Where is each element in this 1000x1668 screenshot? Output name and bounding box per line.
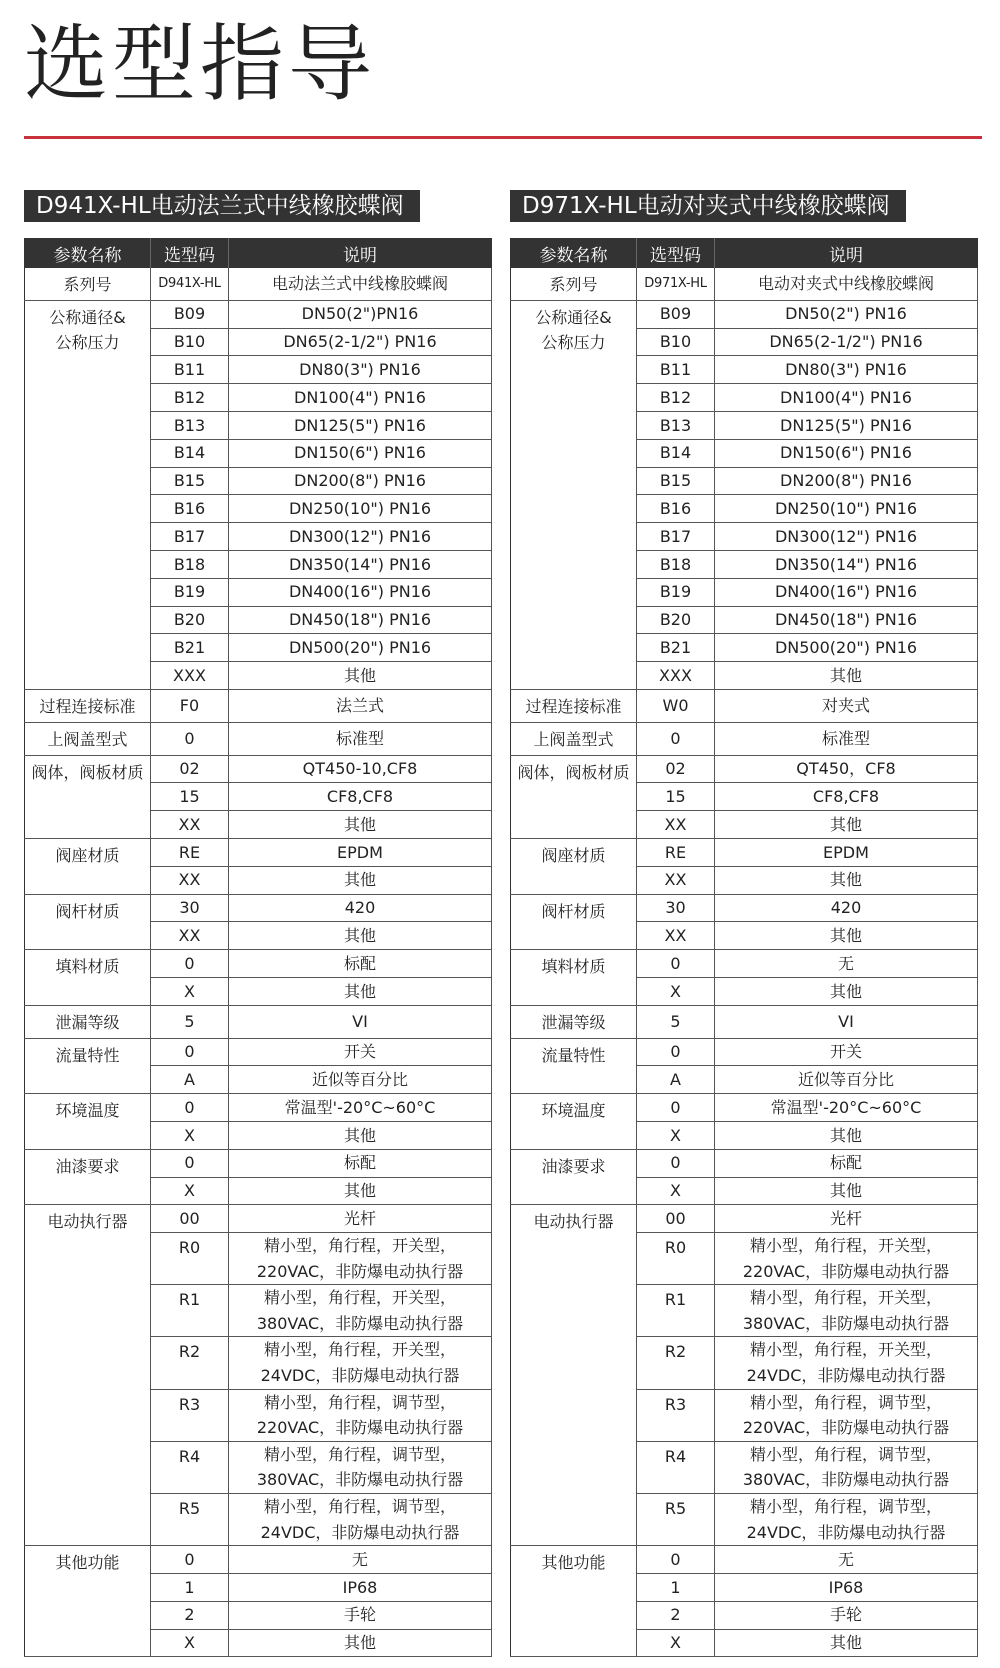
table-row xyxy=(25,755,492,783)
table-row xyxy=(511,1205,978,1233)
description-cell: 无 xyxy=(715,950,978,978)
code-cell: R5 xyxy=(151,1494,229,1546)
description-cell: QT450-10,CF8 xyxy=(229,755,492,783)
code-cell: 30 xyxy=(151,894,229,922)
param-name-cell: 过程连接标准 xyxy=(25,689,151,722)
code-cell: R1 xyxy=(151,1285,229,1337)
code-cell: B19 xyxy=(151,578,229,606)
param-name-cell: 泄漏等级 xyxy=(25,1005,151,1038)
code-cell: A xyxy=(637,1066,715,1094)
code-cell: W0 xyxy=(637,689,715,722)
code-cell: B19 xyxy=(637,578,715,606)
description-cell: 对夹式 xyxy=(715,689,978,722)
param-name-cell: 环境温度 xyxy=(511,1094,637,1150)
column-header-param: 参数名称 xyxy=(25,239,151,269)
table-row xyxy=(25,1205,492,1233)
code-cell: 0 xyxy=(151,950,229,978)
code-cell: R0 xyxy=(151,1233,229,1285)
code-cell: B10 xyxy=(637,328,715,356)
code-cell: 00 xyxy=(151,1205,229,1233)
column-header-desc: 说明 xyxy=(715,239,978,269)
code-cell: B11 xyxy=(637,356,715,384)
code-cell: B18 xyxy=(151,550,229,578)
code-cell: B17 xyxy=(151,523,229,551)
description-cell: CF8,CF8 xyxy=(229,783,492,811)
code-cell: RE xyxy=(151,838,229,866)
description-cell: 其他 xyxy=(229,1121,492,1149)
code-cell: D941X-HL xyxy=(151,268,229,300)
table-row xyxy=(511,300,978,328)
description-cell: DN100(4") PN16 xyxy=(229,384,492,412)
code-cell: 0 xyxy=(151,1546,229,1574)
code-cell: R1 xyxy=(637,1285,715,1337)
code-cell: 0 xyxy=(637,1546,715,1574)
description-cell: 开关 xyxy=(229,1038,492,1066)
description-cell: 常温型'-20°C~60°C xyxy=(229,1094,492,1122)
code-cell: XXX xyxy=(637,662,715,690)
table-row xyxy=(25,300,492,328)
title-divider xyxy=(24,136,982,139)
code-cell: 15 xyxy=(637,783,715,811)
code-cell: XX xyxy=(637,866,715,894)
code-cell: B16 xyxy=(151,495,229,523)
description-cell: DN125(5") PN16 xyxy=(229,411,492,439)
description-cell: 精小型，角行程，调节型， 380VAC，非防爆电动执行器 xyxy=(229,1441,492,1493)
param-name-cell: 上阀盖型式 xyxy=(511,722,637,755)
code-cell: B18 xyxy=(637,550,715,578)
description-cell: DN500(20") PN16 xyxy=(715,634,978,662)
table-row xyxy=(511,722,978,755)
description-cell: 其他 xyxy=(229,922,492,950)
description-cell: 标配 xyxy=(229,1149,492,1177)
table-header-row xyxy=(25,239,492,269)
param-name-cell: 阀杆材质 xyxy=(25,894,151,950)
code-cell: R2 xyxy=(151,1337,229,1389)
table-row xyxy=(511,1038,978,1066)
code-cell: 0 xyxy=(637,722,715,755)
description-cell: DN100(4") PN16 xyxy=(715,384,978,412)
column-header-param: 参数名称 xyxy=(511,239,637,269)
param-name-cell: 油漆要求 xyxy=(25,1149,151,1205)
table-row xyxy=(511,689,978,722)
param-name-cell: 电动执行器 xyxy=(511,1205,637,1546)
description-cell: DN300(12") PN16 xyxy=(715,523,978,551)
code-cell: B21 xyxy=(637,634,715,662)
description-cell: 其他 xyxy=(229,977,492,1005)
param-name-cell: 流量特性 xyxy=(511,1038,637,1094)
param-name-cell: 系列号 xyxy=(511,268,637,300)
code-cell: X xyxy=(151,977,229,1005)
description-cell: 精小型，角行程，调节型， 24VDC，非防爆电动执行器 xyxy=(715,1494,978,1546)
description-cell: 标配 xyxy=(229,950,492,978)
description-cell: 精小型，角行程，调节型， 220VAC，非防爆电动执行器 xyxy=(715,1389,978,1441)
param-name-cell: 公称通径& 公称压力 xyxy=(511,300,637,689)
description-cell: IP68 xyxy=(229,1574,492,1602)
code-cell: 2 xyxy=(151,1601,229,1629)
description-cell: 其他 xyxy=(715,662,978,690)
code-cell: R3 xyxy=(151,1389,229,1441)
description-cell: DN400(16") PN16 xyxy=(715,578,978,606)
code-cell: B09 xyxy=(151,300,229,328)
code-cell: X xyxy=(637,977,715,1005)
param-name-cell: 其他功能 xyxy=(511,1546,637,1657)
table-row xyxy=(511,268,978,300)
description-cell: DN350(14") PN16 xyxy=(229,550,492,578)
code-cell: 0 xyxy=(637,950,715,978)
code-cell: X xyxy=(151,1177,229,1205)
description-cell: DN250(10") PN16 xyxy=(715,495,978,523)
code-cell: R0 xyxy=(637,1233,715,1285)
description-cell: IP68 xyxy=(715,1574,978,1602)
code-cell: R4 xyxy=(151,1441,229,1493)
param-name-cell: 阀座材质 xyxy=(25,838,151,894)
description-cell: DN65(2-1/2") PN16 xyxy=(715,328,978,356)
code-cell: F0 xyxy=(151,689,229,722)
code-cell: 0 xyxy=(151,1149,229,1177)
description-cell: 光杆 xyxy=(715,1205,978,1233)
code-cell: 0 xyxy=(151,722,229,755)
table-heading: D971X-HL电动对夹式中线橡胶蝶阀 xyxy=(510,190,906,222)
description-cell: DN125(5") PN16 xyxy=(715,411,978,439)
code-cell: B17 xyxy=(637,523,715,551)
description-cell: 精小型，角行程，调节型， 24VDC，非防爆电动执行器 xyxy=(229,1494,492,1546)
description-cell: 开关 xyxy=(715,1038,978,1066)
selection-table xyxy=(510,238,978,1657)
description-cell: QT450，CF8 xyxy=(715,755,978,783)
description-cell: DN300(12") PN16 xyxy=(229,523,492,551)
description-cell: 无 xyxy=(229,1546,492,1574)
table-row xyxy=(511,1546,978,1574)
description-cell: 其他 xyxy=(715,811,978,839)
description-cell: DN80(3") PN16 xyxy=(229,356,492,384)
code-cell: X xyxy=(637,1177,715,1205)
description-cell: 其他 xyxy=(229,1177,492,1205)
code-cell: X xyxy=(151,1629,229,1657)
description-cell: DN150(6") PN16 xyxy=(715,439,978,467)
code-cell: 0 xyxy=(637,1038,715,1066)
code-cell: B13 xyxy=(637,411,715,439)
table-row xyxy=(25,894,492,922)
code-cell: 2 xyxy=(637,1601,715,1629)
table-header-row xyxy=(511,239,978,269)
code-cell: 1 xyxy=(637,1574,715,1602)
code-cell: B12 xyxy=(637,384,715,412)
description-cell: 标准型 xyxy=(229,722,492,755)
description-cell: 精小型，角行程，调节型， 380VAC，非防爆电动执行器 xyxy=(715,1441,978,1493)
table-row xyxy=(511,950,978,978)
code-cell: 0 xyxy=(151,1038,229,1066)
code-cell: B11 xyxy=(151,356,229,384)
code-cell: R4 xyxy=(637,1441,715,1493)
table-row xyxy=(25,1149,492,1177)
description-cell: 其他 xyxy=(715,1177,978,1205)
description-cell: DN450(18") PN16 xyxy=(229,606,492,634)
description-cell: 其他 xyxy=(229,811,492,839)
code-cell: XX xyxy=(151,866,229,894)
table-row xyxy=(511,1005,978,1038)
description-cell: 标配 xyxy=(715,1149,978,1177)
description-cell: 精小型，角行程，开关型， 24VDC，非防爆电动执行器 xyxy=(229,1337,492,1389)
description-cell: EPDM xyxy=(715,838,978,866)
table-row xyxy=(25,1005,492,1038)
description-cell: 其他 xyxy=(229,662,492,690)
description-cell: VI xyxy=(229,1005,492,1038)
param-name-cell: 填料材质 xyxy=(511,950,637,1006)
param-name-cell: 填料材质 xyxy=(25,950,151,1006)
description-cell: 精小型，角行程，开关型， 220VAC，非防爆电动执行器 xyxy=(715,1233,978,1285)
code-cell: RE xyxy=(637,838,715,866)
code-cell: B16 xyxy=(637,495,715,523)
description-cell: DN250(10") PN16 xyxy=(229,495,492,523)
code-cell: 0 xyxy=(637,1094,715,1122)
param-name-cell: 上阀盖型式 xyxy=(25,722,151,755)
description-cell: 其他 xyxy=(715,866,978,894)
description-cell: 标准型 xyxy=(715,722,978,755)
code-cell: B20 xyxy=(637,606,715,634)
code-cell: R5 xyxy=(637,1494,715,1546)
code-cell: B14 xyxy=(151,439,229,467)
code-cell: 5 xyxy=(151,1005,229,1038)
table-row xyxy=(511,1094,978,1122)
description-cell: 精小型，角行程，调节型， 220VAC，非防爆电动执行器 xyxy=(229,1389,492,1441)
code-cell: B21 xyxy=(151,634,229,662)
code-cell: 5 xyxy=(637,1005,715,1038)
code-cell: XX xyxy=(151,922,229,950)
description-cell: DN150(6") PN16 xyxy=(229,439,492,467)
code-cell: D971X-HL xyxy=(637,268,715,300)
column-header-code: 选型码 xyxy=(151,239,229,269)
code-cell: B15 xyxy=(151,467,229,495)
code-cell: 0 xyxy=(151,1094,229,1122)
description-cell: DN450(18") PN16 xyxy=(715,606,978,634)
code-cell: 15 xyxy=(151,783,229,811)
code-cell: B10 xyxy=(151,328,229,356)
description-cell: 常温型'-20°C~60°C xyxy=(715,1094,978,1122)
code-cell: B13 xyxy=(151,411,229,439)
description-cell: EPDM xyxy=(229,838,492,866)
table-row xyxy=(511,838,978,866)
description-cell: 手轮 xyxy=(229,1601,492,1629)
code-cell: R3 xyxy=(637,1389,715,1441)
code-cell: A xyxy=(151,1066,229,1094)
code-cell: R2 xyxy=(637,1337,715,1389)
code-cell: 1 xyxy=(151,1574,229,1602)
code-cell: XX xyxy=(637,811,715,839)
description-cell: 其他 xyxy=(715,977,978,1005)
param-name-cell: 泄漏等级 xyxy=(511,1005,637,1038)
table-heading: D941X-HL电动法兰式中线橡胶蝶阀 xyxy=(24,190,420,222)
table-row xyxy=(25,722,492,755)
code-cell: B15 xyxy=(637,467,715,495)
description-cell: DN400(16") PN16 xyxy=(229,578,492,606)
description-cell: 精小型，角行程，开关型， 380VAC，非防爆电动执行器 xyxy=(229,1285,492,1337)
description-cell: CF8,CF8 xyxy=(715,783,978,811)
description-cell: 其他 xyxy=(715,1629,978,1657)
description-cell: DN50(2")PN16 xyxy=(229,300,492,328)
code-cell: B12 xyxy=(151,384,229,412)
table-row xyxy=(25,689,492,722)
description-cell: 光杆 xyxy=(229,1205,492,1233)
code-cell: 02 xyxy=(637,755,715,783)
description-cell: 其他 xyxy=(715,1121,978,1149)
param-name-cell: 公称通径& 公称压力 xyxy=(25,300,151,689)
table-row xyxy=(25,838,492,866)
param-name-cell: 阀座材质 xyxy=(511,838,637,894)
description-cell: 近似等百分比 xyxy=(715,1066,978,1094)
param-name-cell: 阀杆材质 xyxy=(511,894,637,950)
code-cell: B09 xyxy=(637,300,715,328)
description-cell: 近似等百分比 xyxy=(229,1066,492,1094)
code-cell: X xyxy=(637,1629,715,1657)
code-cell: 00 xyxy=(637,1205,715,1233)
code-cell: XX xyxy=(151,811,229,839)
description-cell: DN50(2") PN16 xyxy=(715,300,978,328)
table-row xyxy=(25,268,492,300)
description-cell: 无 xyxy=(715,1546,978,1574)
param-name-cell: 油漆要求 xyxy=(511,1149,637,1205)
selection-table xyxy=(24,238,492,1657)
param-name-cell: 过程连接标准 xyxy=(511,689,637,722)
param-name-cell: 阀体，阀板材质 xyxy=(511,755,637,838)
code-cell: XXX xyxy=(151,662,229,690)
code-cell: 02 xyxy=(151,755,229,783)
description-cell: 精小型，角行程，开关型， 24VDC，非防爆电动执行器 xyxy=(715,1337,978,1389)
param-name-cell: 其他功能 xyxy=(25,1546,151,1657)
table-row xyxy=(511,755,978,783)
param-name-cell: 流量特性 xyxy=(25,1038,151,1094)
description-cell: 电动法兰式中线橡胶蝶阀 xyxy=(229,268,492,300)
table-row xyxy=(25,950,492,978)
description-cell: 其他 xyxy=(229,1629,492,1657)
table-row xyxy=(25,1038,492,1066)
description-cell: 420 xyxy=(229,894,492,922)
param-name-cell: 系列号 xyxy=(25,268,151,300)
param-name-cell: 电动执行器 xyxy=(25,1205,151,1546)
page-title: 选型指导 xyxy=(24,15,377,113)
description-cell: DN65(2-1/2") PN16 xyxy=(229,328,492,356)
description-cell: 精小型，角行程，开关型， 380VAC，非防爆电动执行器 xyxy=(715,1285,978,1337)
column-header-code: 选型码 xyxy=(637,239,715,269)
code-cell: X xyxy=(637,1121,715,1149)
table-row xyxy=(25,1546,492,1574)
table-row xyxy=(511,1149,978,1177)
description-cell: 电动对夹式中线橡胶蝶阀 xyxy=(715,268,978,300)
code-cell: 0 xyxy=(637,1149,715,1177)
description-cell: DN200(8") PN16 xyxy=(229,467,492,495)
description-cell: DN500(20") PN16 xyxy=(229,634,492,662)
description-cell: DN200(8") PN16 xyxy=(715,467,978,495)
spec-block-d971 xyxy=(510,190,978,1653)
description-cell: VI xyxy=(715,1005,978,1038)
description-cell: 手轮 xyxy=(715,1601,978,1629)
description-cell: DN350(14") PN16 xyxy=(715,550,978,578)
table-row xyxy=(511,894,978,922)
description-cell: DN80(3") PN16 xyxy=(715,356,978,384)
description-cell: 法兰式 xyxy=(229,689,492,722)
description-cell: 420 xyxy=(715,894,978,922)
code-cell: XX xyxy=(637,922,715,950)
code-cell: X xyxy=(151,1121,229,1149)
code-cell: 30 xyxy=(637,894,715,922)
description-cell: 其他 xyxy=(715,922,978,950)
spec-block-d941 xyxy=(24,190,492,1653)
code-cell: B14 xyxy=(637,439,715,467)
description-cell: 其他 xyxy=(229,866,492,894)
column-header-desc: 说明 xyxy=(229,239,492,269)
code-cell: B20 xyxy=(151,606,229,634)
table-row xyxy=(25,1094,492,1122)
param-name-cell: 阀体，阀板材质 xyxy=(25,755,151,838)
description-cell: 精小型，角行程，开关型， 220VAC，非防爆电动执行器 xyxy=(229,1233,492,1285)
param-name-cell: 环境温度 xyxy=(25,1094,151,1150)
